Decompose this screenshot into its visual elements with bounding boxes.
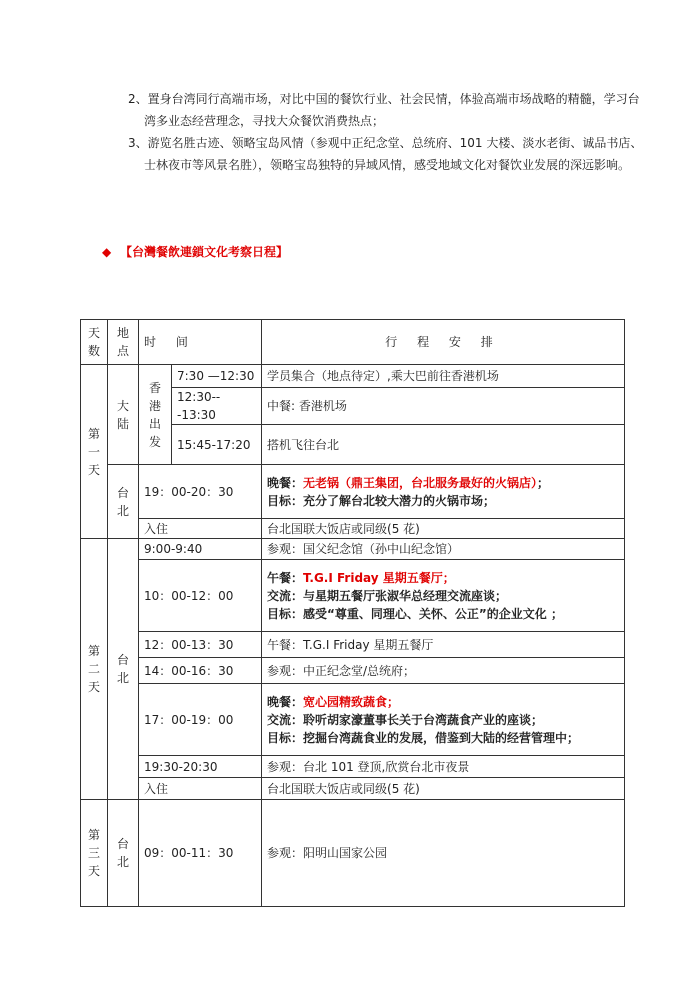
table-header-row: [81, 320, 625, 365]
header-time: 时 间: [139, 320, 262, 365]
objective-3: 3、游览名胜古迹、领略宝岛风情（参观中正纪念堂、总统府、101 大楼、淡水老街、诚品书店、士林夜市等风景名胜），领略宝岛独特的异域风情，感受地域文化对餐饮业发展的深远影响。: [128, 136, 643, 172]
day1-plan-2: 中餐: 香港机场: [262, 388, 625, 425]
day1-dinner-plan: 晚餐：无老锅（鼎王集团，台北服务最好的火锅店）； 目标：充分了解台北较大潜力的火锅市场；: [262, 465, 625, 519]
day2-stay-hotel: 台北国联大饭店或同级(5 花): [262, 778, 625, 800]
day2-time-3: 12：00-13：30: [139, 632, 262, 658]
day1-time-2: 12:30---13:30: [172, 388, 262, 425]
table-row: [81, 756, 625, 778]
table-row: [81, 800, 625, 907]
objective-2: 2、置身台湾同行高端市场，对比中国的餐饮行业、社会民情，体验高端市场战略的精髓，学习台湾多业态经营理念，寻找大众餐饮消费热点；: [128, 92, 640, 128]
day2-exchange-2: 交流：聆听胡家濠董事长关于台湾蔬食产业的座谈；: [267, 712, 544, 727]
day1-plan-3: 搭机飞往台北: [262, 425, 625, 465]
day2-time-4: 14：00-16：30: [139, 658, 262, 684]
day1-stay-label: 入住: [139, 519, 262, 539]
day2-time-2: 10：00-12：00: [139, 560, 262, 632]
table-row: [81, 539, 625, 560]
heading-text: 【台灣餐飲連鎖文化考察日程】: [120, 245, 289, 259]
table-row: [81, 560, 625, 632]
table-row: [81, 684, 625, 756]
table-row: [81, 465, 625, 519]
day1-dinner-restaurant: 无老锅（鼎王集团，台北服务最好的火锅店）: [303, 475, 538, 490]
table-row: [81, 365, 625, 388]
day1-time-3: 15:45-17:20: [172, 425, 262, 465]
header-place: 地 点: [108, 320, 139, 365]
day3-place: 台 北: [108, 800, 139, 907]
day1-dinner-time: 19：00-20：30: [139, 465, 262, 519]
day2-plan-3: 午餐：T.G.I Friday 星期五餐厅: [262, 632, 625, 658]
day1-place-taibei: 台 北: [108, 465, 139, 539]
day1-stay-hotel: 台北国联大饭店或同级(5 花): [262, 519, 625, 539]
day2-dinner-restaurant: 宽心园精致蔬食；: [303, 694, 400, 709]
day2-lunch-restaurant: T.G.I Friday 星期五餐厅；: [303, 570, 455, 585]
day2-place: 台 北: [108, 539, 139, 800]
day2-stay-label: 入住: [139, 778, 262, 800]
day2-plan-2: 午餐：T.G.I Friday 星期五餐厅； 交流：与星期五餐厅张淑华总经理交流座谈； 目标：感受“尊重、同理心、关怀、公正”的企业文化 ；: [262, 560, 625, 632]
day2-time-1: 9:00-9:40: [139, 539, 262, 560]
day1-plan-1: 学员集合（地点待定）,乘大巴前往香港机场: [262, 365, 625, 388]
day2-time-5: 17：00-19：00: [139, 684, 262, 756]
day3-label: 第 三 天: [81, 800, 108, 907]
header-day: 天 数: [81, 320, 108, 365]
intro-objectives: [128, 88, 648, 176]
day2-plan-4: 参观：中正纪念堂/总统府；: [262, 658, 625, 684]
day1-hk-departure: 香 港 出 发: [139, 365, 172, 465]
day2-time-6: 19:30-20:30: [139, 756, 262, 778]
day2-plan-6: 参观：台北 101 登顶,欣赏台北市夜景: [262, 756, 625, 778]
day3-time: 09：00-11：30: [139, 800, 262, 907]
day2-label: 第 二 天: [81, 539, 108, 800]
table-row: [81, 778, 625, 800]
table-row: [81, 632, 625, 658]
table-row: [81, 658, 625, 684]
day1-place-mainland: 大 陆: [108, 365, 139, 465]
day2-goal-2: 目标：挖掘台湾蔬食业的发展，借鉴到大陆的经营管理中；: [267, 730, 580, 745]
table-row: [81, 519, 625, 539]
section-heading: [102, 243, 288, 260]
day2-plan-5: 晚餐：宽心园精致蔬食； 交流：聆听胡家濠董事长关于台湾蔬食产业的座谈； 目标：挖掘台湾蔬食业的发展，借鉴到大陆的经营管理中；: [262, 684, 625, 756]
day1-label: 第 一 天: [81, 365, 108, 539]
day1-goal: 目标：充分了解台北较大潜力的火锅市场；: [267, 493, 496, 508]
day3-plan: 参观：阳明山国家公园: [262, 800, 625, 907]
day1-time-1: 7:30 —12:30: [172, 365, 262, 388]
schedule-table: [80, 319, 625, 907]
header-plan: 行 程 安 排: [262, 320, 625, 365]
day2-exchange-1: 交流：与星期五餐厅张淑华总经理交流座谈；: [267, 588, 508, 603]
day2-goal-1: 目标：感受“尊重、同理心、关怀、公正”的企业文化 ；: [267, 606, 563, 621]
diamond-bullet-icon: ◆: [102, 245, 112, 259]
day2-plan-1: 参观：国父纪念馆（孙中山纪念馆）: [262, 539, 625, 560]
